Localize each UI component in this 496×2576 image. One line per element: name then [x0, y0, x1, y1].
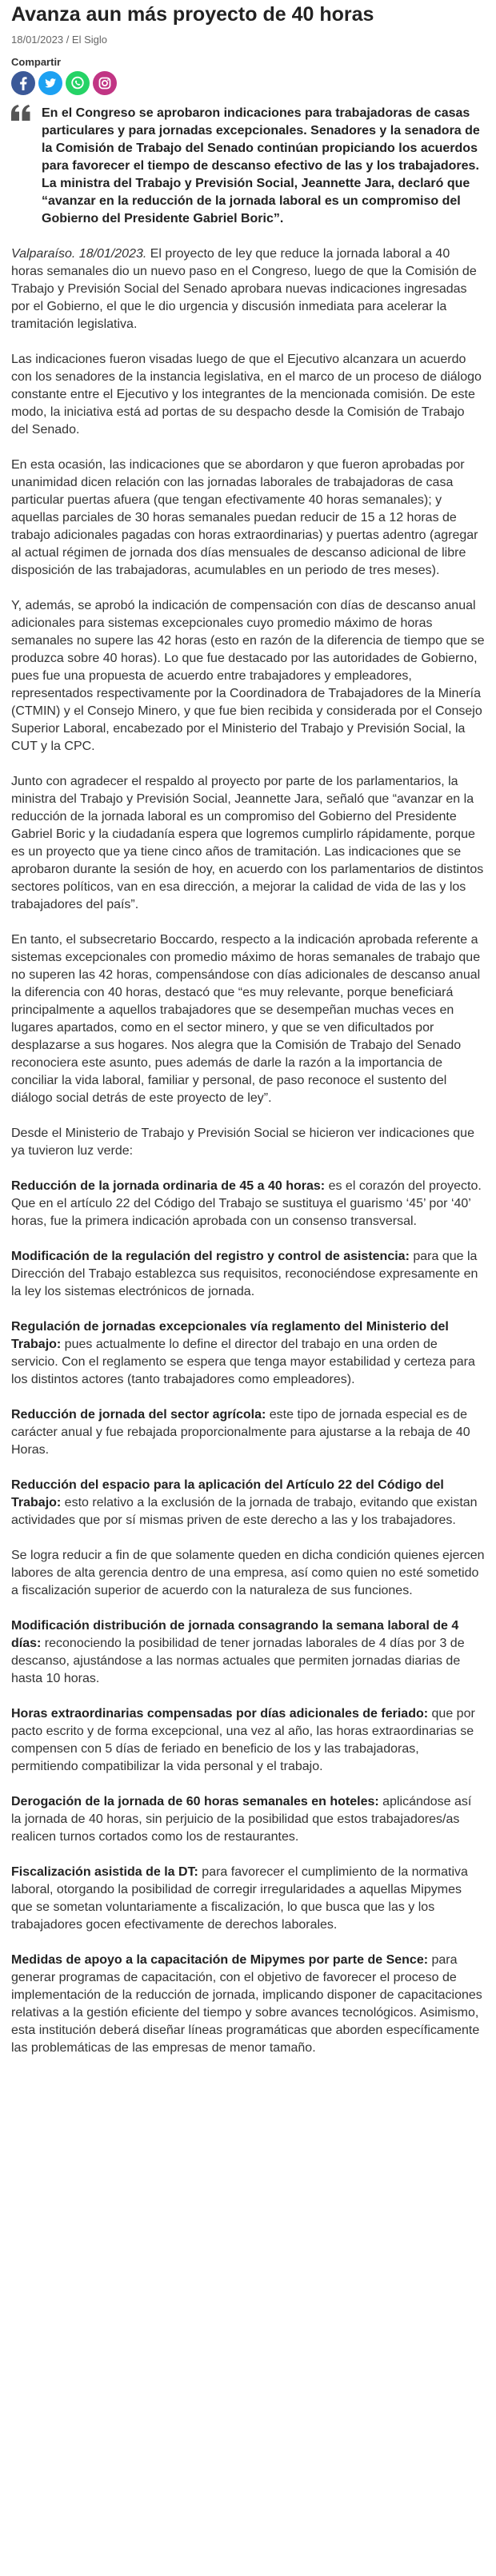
list-item-text: esto relativo a la exclusión de la jornada de trabajo, evitando que existan actividades que por sí mismas priven de este derecho a las y los trabajadores.: [11, 1496, 478, 1527]
list-item-heading: Modificación distribución de jornada consagrando la semana laboral de 4 días:: [11, 1619, 459, 1650]
list-item-heading: Medidas de apoyo a la capacitación de Mipymes por parte de Sence:: [11, 1953, 429, 1967]
paragraph: Se logra reducir a fin de que solamente queden en dicha condición quienes ejercen labores de alta gerencia dentro de una empresa, así como quien no esté sometido a fiscalización superior de acuerdo con la naturaleza de sus funciones.: [11, 1549, 485, 1597]
paragraph: Las indicaciones fueron visadas luego de que el Ejecutivo alcanzara un acuerdo con los senadores de la instancia legislativa, en el marco de un proceso de diálogo constante entre el Ejecutivo y los integrantes de la mencionada comisión. De este modo, la iniciativa está ad portas de su despacho desde la Comisión de Trabajo del Senado.: [11, 353, 482, 437]
list-item-text: pues actualmente lo define el director del trabajo en una orden de servicio. Con el reglamento se espera que tenga mayor estabilidad y certeza para los distintos actores (tanto trabajadores como empleadores).: [11, 1338, 475, 1386]
list-item-text: este tipo de jornada especial es de carácter anual y fue rebajada proporcionalmente para ajustarse a la rebaja de 40 Horas.: [11, 1408, 470, 1457]
instagram-icon[interactable]: [93, 71, 117, 95]
list-item-heading: Reducción de jornada del sector agrícola:: [11, 1408, 266, 1422]
list-item: [11, 1248, 485, 1301]
list-item: [11, 1864, 485, 1934]
twitter-icon[interactable]: [38, 71, 62, 95]
list-item-heading: Fiscalización asistida de la DT:: [11, 1865, 198, 1879]
list-item: [11, 1617, 485, 1688]
paragraph: Junto con agradecer el respaldo al proyecto por parte de los parlamentarios, la ministra del Trabajo y Previsión Social, Jeannette Jara, señaló que “avanzar en la reducción de la jornada laboral es un compromiso del Gobierno del Presidente Gabriel Boric y la ciudadanía espera que logremos cumplirlo rápidamente, porque es un proyecto que ya tiene cinco años de tramitación. Las indicaciones que se aprobaron durante la sesión de hoy, en acuerdo con los parlamentarios de distintos sectores políticos, van en esa dirección, a mejorar la calidad de vida de las y los trabajadores del país”.: [11, 775, 484, 911]
list-item: [11, 1318, 485, 1389]
list-item: [11, 1477, 485, 1529]
list-item-heading: Reducción de la jornada ordinaria de 45 a 40 horas:: [11, 1179, 326, 1193]
list-item-text: que por pacto escrito y de forma excepcional, una vez al año, las horas extraordinarias se compensen con 5 días de feriado en beneficio de los y las trabajadoras, permitiendo compatibilizar la vida personal y el trabajo.: [11, 1707, 475, 1773]
article-source: El Siglo: [71, 34, 107, 46]
quote-icon: [11, 105, 42, 228]
article-title: Avanza aun más proyecto de 40 horas: [11, 3, 374, 26]
facebook-icon[interactable]: [11, 71, 35, 95]
list-item-text: es el corazón del proyecto. Que en el artículo 22 del Código del Trabajo se sustituya el guarismo ‘45’ por ‘40’ horas, fue la primera indicación aprobada con un consenso transversal.: [11, 1179, 482, 1228]
paragraph: En esta ocasión, las indicaciones que se abordaron y que fueron aprobadas por unanimidad dicen relación con las jornadas laborales de trabajadoras de casa particular puertas afuera (que tengan efectivamente 40 horas semanales); y aquellas parciales de 30 horas semanales puedan reducir de 15 a 12 horas de trabajo adicionales pagadas con horas extraordinarias) y puertas adentro (agregar al actual régimen de jornada dos días mensuales de descanso adicional de libre disposición de las trabajadoras, acumulables en un periodo de tres meses).: [11, 458, 478, 577]
paragraph: En tanto, el subsecretario Boccardo, respecto a la indicación aprobada referente a sistemas excepcionales con promedio máximo de horas semanales de trabajo que no superen las 42 horas, compensándose con días adicionales de descanso anual la diferencia con 40 horas, destacó que “es muy relevante, porque beneficiará principalmente a aquellos trabajadores que se desempeñan muchas veces en lugares apartados, como en el sector minero, y que se ven dificultados por desplazarse a sus hogares. Nos alegra que la Comisión de Trabajo del Senado reconociera este asunto, pues además de darle la razón a la importancia de conciliar la vida laboral, familiar y personal, de paso reconoce el sustento del diálogo social detrás de este proyecto de ley”.: [11, 933, 481, 1105]
list-item: [11, 1406, 485, 1459]
article-meta: [11, 34, 485, 46]
paragraph: Desde el Ministerio de Trabajo y Previsión Social se hicieron ver indicaciones que ya tuvieron luz verde:: [11, 1127, 474, 1158]
list-item: [11, 1705, 485, 1776]
list-item-text: reconociendo la posibilidad de tener jornadas laborales de 4 días por 3 de descanso, ajustándose a las normas actuales que permiten jornadas diarias de hasta 10 horas.: [11, 1637, 465, 1685]
paragraph: Y, además, se aprobó la indicación de compensación con días de descanso anual adicionales para sistemas excepcionales cuyo promedio máximo de horas semanales no supere las 42 horas (esto en razón de la diferencia de tiempo que se produzca sobre 40 horas). Lo que fue destacado por las autoridades de Gobierno, pues fue una propuesta de acuerdo entre trabajadores y empleadores, representados respectivamente por la Coordinadora de Trabajadores de la Minería (CTMIN) y el Consejo Minero, y que fue bien recibida y considerada por el Consejo Superior Laboral, encabezado por el Ministerio del Trabajo y Previsión Social, la CUT y la CPC.: [11, 599, 485, 753]
lead-text: En el Congreso se aprobaron indicaciones para trabajadoras de casas particulares y para jornadas excepcionales. Senadores y la senadora de la Comisión de Trabajo del Senado continúan propiciando los acuerdos para favorecer el tiempo de descanso efectivo de las y los trabajadores. La ministra del Trabajo y Previsión Social, Jeannette Jara, declaró que “avanzar en la reducción de la jornada laboral es un compromiso del Gobierno del Presidente Gabriel Boric”.: [42, 106, 480, 225]
share-buttons: [11, 71, 485, 95]
article-body: [11, 245, 485, 2057]
share-label: Compartir: [11, 56, 62, 68]
whatsapp-icon[interactable]: [66, 71, 90, 95]
list-item-text: para que la Dirección del Trabajo establezca sus requisitos, reconociéndose expresamente en la ley los sistemas electrónicos de jornada.: [11, 1250, 478, 1298]
list-item: [11, 1793, 485, 1846]
list-item-heading: Horas extraordinarias compensadas por días adicionales de feriado:: [11, 1707, 429, 1721]
list-item-heading: Modificación de la regulación del registro y control de asistencia:: [11, 1250, 410, 1263]
dateline: Valparaíso. 18/01/2023.: [11, 247, 147, 261]
list-item-text: para generar programas de capacitación, con el objetivo de favorecer el proceso de implementación de la reducción de jornada, implicando disponer de capacitaciones relativas a la gestión eficiente del tiempo y sobre avances tecnológicos. Asimismo, esta institución deberá diseñar líneas programáticas que aborden específicamente las problemáticas de las empresas de menor tamaño.: [11, 1953, 482, 2055]
meta-separator: /: [63, 34, 72, 46]
list-item-heading: Regulación de jornadas excepcionales vía reglamento del Ministerio del Trabajo:: [11, 1320, 449, 1351]
article-lead: [11, 105, 485, 228]
paragraph: [11, 245, 485, 333]
article-date: 18/01/2023: [11, 34, 64, 46]
list-item-text: aplicándose así la jornada de 40 horas, sin perjuicio de la posibilidad que estos trabajadores/as realicen turnos cortados como los de restaurantes.: [11, 1795, 472, 1844]
paragraph-text: El proyecto de ley que reduce la jornada laboral a 40 horas semanales dio un nuevo paso en el Congreso, luego de que la Comisión de Trabajo y Previsión Social del Senado aprobara nuevas indicaciones ingresadas por el Gobierno, el que le dio urgencia y discusión inmediata para acelerar la tramitación legislativa.: [11, 247, 477, 331]
list-item-heading: Derogación de la jornada de 60 horas semanales en hoteles:: [11, 1795, 379, 1808]
list-item: [11, 1178, 485, 1230]
list-item-text: para favorecer el cumplimiento de la normativa laboral, otorgando la posibilidad de corregir irregularidades a aquellas Mipymes que se sometan voluntariamente a fiscalización, lo que busca que las y los trabajadores gocen efectivamente de derechos laborales.: [11, 1865, 468, 1932]
list-item-heading: Reducción del espacio para la aplicación del Artículo 22 del Código del Trabajo:: [11, 1478, 444, 1509]
list-item: [11, 1952, 485, 2057]
